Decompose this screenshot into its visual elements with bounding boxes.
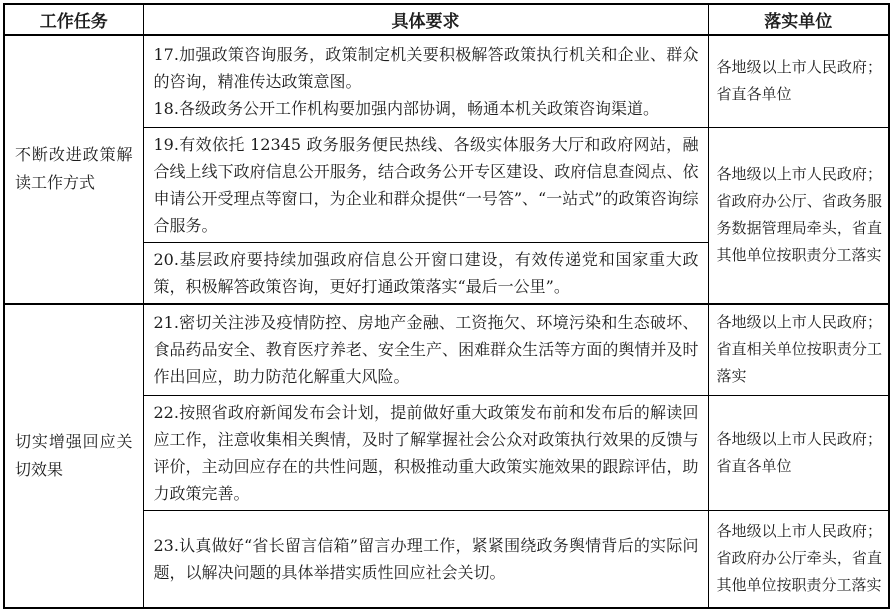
col-header-requirements: 具体要求 <box>143 4 708 35</box>
col-header-task: 工作任务 <box>4 4 143 35</box>
requirement-item: 23.认真做好“省长留言信箱”留言办理工作，紧紧围绕政务舆情背后的实际问题，以解决问题的具体举措实质性回应社会关切。 <box>153 535 699 582</box>
requirements-cell <box>143 242 708 304</box>
requirements-cell <box>143 511 708 608</box>
col-header-unit: 落实单位 <box>708 4 889 35</box>
table-row <box>4 304 889 396</box>
policy-tasks-table <box>3 3 890 609</box>
unit-cell: 各地级以上市人民政府；省政府办公厅、省政务服务数据管理局牵头，省直其他单位按职责分工落实 <box>708 127 889 304</box>
table-row <box>4 35 889 127</box>
unit-cell: 各地级以上市人民政府；省直各单位 <box>708 396 889 511</box>
requirement-item: 20.基层政府要持续加强政府信息公开窗口建设，有效传递党和国家重大政策，积极解答政策咨询，更好打通政策落实“最后一公里”。 <box>153 249 699 296</box>
requirement-item: 21.密切关注涉及疫情防控、房地产金融、工资拖欠、环境污染和生态破坏、食品药品安全、教育医疗养老、安全生产、困难群众生活等方面的舆情并及时作出回应，助力防范化解重大风险。 <box>153 313 699 387</box>
unit-cell: 各地级以上市人民政府；省直相关单位按职责分工落实 <box>708 304 889 396</box>
task-group-label: 切实增强回应关切效果 <box>4 304 143 608</box>
requirement-item: 18.各级政务公开工作机构要加强内部协调，畅通本机关政策咨询渠道。 <box>153 98 659 118</box>
requirements-cell <box>143 35 708 127</box>
unit-cell: 各地级以上市人民政府；省直各单位 <box>708 35 889 127</box>
task-group-label: 不断改进政策解读工作方式 <box>4 35 143 304</box>
requirements-cell <box>143 304 708 396</box>
requirement-item: 19.有效依托 12345 政务服务便民热线、各级实体服务大厅和政府网站，融合线上线下政府信息公开服务，结合政务公开专区建设、政府信息查阅点、依申请公开受理点等窗口，为企业和群众提供“一号答”、“一站式”的政策咨询综合服务。 <box>153 134 699 235</box>
requirement-item: 22.按照省政府新闻发布会计划，提前做好重大政策发布前和发布后的解读回应工作，注意收集相关舆情，及时了解掌握社会公众对政策执行效果的反馈与评价，主动回应存在的共性问题，积极推动重大政策实施效果的跟踪评估，助力政策完善。 <box>153 403 699 503</box>
header-row <box>4 4 889 35</box>
requirement-item: 17.加强政策咨询服务，政策制定机关要积极解答政策执行机关和企业、群众的咨询，精准传达政策意图。 <box>153 44 699 91</box>
unit-cell: 各地级以上市人民政府；省政府办公厅牵头，省直其他单位按职责分工落实 <box>708 511 889 608</box>
requirements-cell <box>143 127 708 242</box>
requirements-cell <box>143 396 708 511</box>
